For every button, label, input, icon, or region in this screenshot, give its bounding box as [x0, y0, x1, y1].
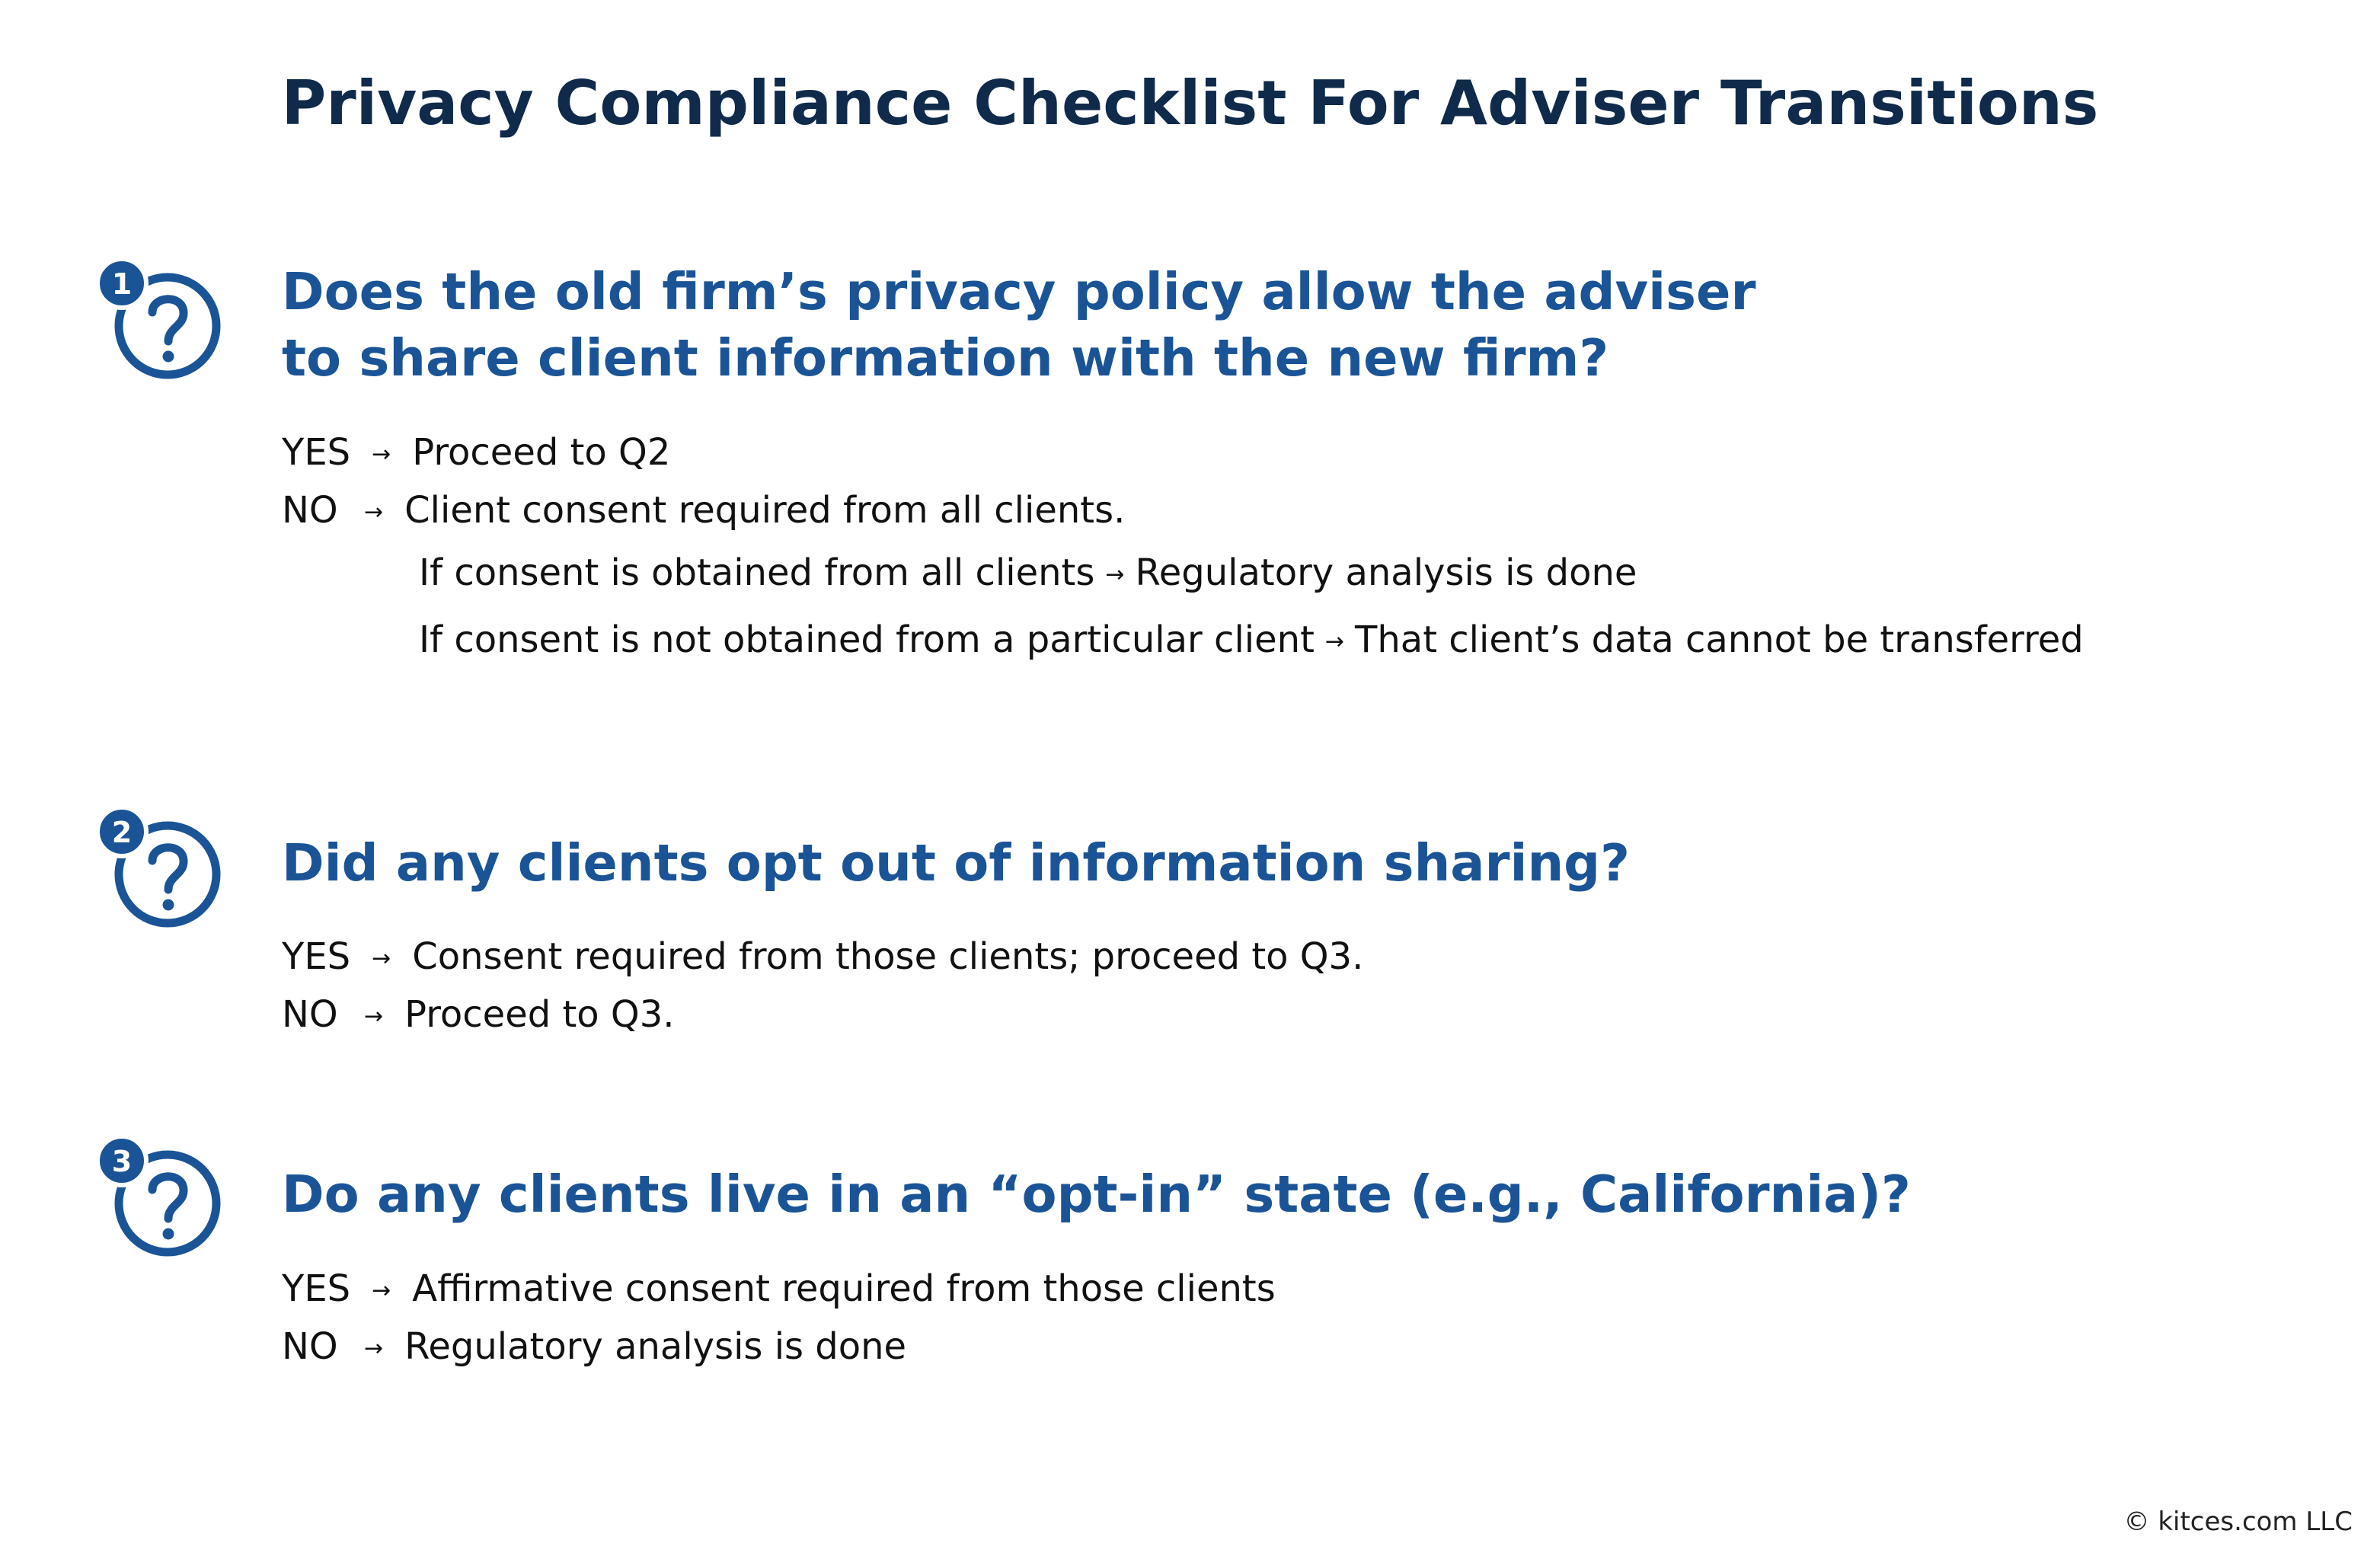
- arrow-right-icon: →: [364, 499, 384, 526]
- yes-label: YES: [282, 935, 351, 978]
- arrow-right-icon: →: [372, 441, 391, 468]
- no-label: NO: [282, 489, 338, 532]
- sub-condition-text: If consent is obtained from all clients: [419, 551, 1095, 594]
- arrow-right-icon: →: [364, 1003, 384, 1030]
- yes-answer: [282, 423, 2084, 481]
- answer-list: [282, 928, 1363, 1043]
- copyright-notice: © kitces.com LLC: [2123, 1507, 2353, 1537]
- sub-condition-result: Regulatory analysis is done: [1135, 551, 1637, 594]
- no-text: Regulatory analysis is done: [404, 1325, 907, 1368]
- arrow-right-icon: →: [372, 945, 391, 972]
- arrow-right-icon: →: [1324, 628, 1345, 655]
- question-number-badge: 3: [111, 1145, 133, 1178]
- answer-list: [282, 1260, 1276, 1376]
- yes-label: YES: [282, 431, 351, 474]
- question-heading-line: Do any clients live in an “opt-in” state (e.g., California)?: [282, 1165, 1911, 1224]
- question-number-badge: 2: [111, 816, 133, 849]
- answer-list: [282, 423, 2084, 673]
- no-text: Proceed to Q3.: [404, 993, 675, 1036]
- no-label: NO: [282, 1325, 338, 1368]
- arrow-right-icon: →: [1105, 561, 1125, 588]
- yes-text: Proceed to Q2: [412, 431, 671, 474]
- sub-condition-text: If consent is not obtained from a particular client: [419, 618, 1315, 661]
- yes-answer: [282, 1260, 1276, 1318]
- question-heading-line: Did any clients opt out of information sharing?: [282, 833, 1631, 893]
- sub-condition-result: That client’s data cannot be transferred: [1355, 618, 2084, 661]
- question-mark-circle-icon: [91, 1135, 236, 1280]
- yes-text: Affirmative consent required from those clients: [412, 1267, 1276, 1310]
- question-heading: [282, 1162, 1911, 1228]
- no-text: Client consent required from all clients.: [404, 489, 1126, 532]
- yes-text: Consent required from those clients; proceed to Q3.: [412, 935, 1364, 978]
- sub-condition: [282, 539, 2084, 606]
- page-title: Privacy Compliance Checklist For Adviser Transitions: [281, 68, 2099, 139]
- no-answer: [282, 986, 1363, 1043]
- question-heading: [282, 259, 1756, 391]
- no-answer: [282, 1318, 1276, 1376]
- sub-condition: [282, 606, 2084, 673]
- arrow-right-icon: →: [364, 1335, 384, 1362]
- question-mark-circle-icon: [91, 257, 236, 402]
- yes-label: YES: [282, 1267, 351, 1310]
- question-heading-line: Does the old firm’s privacy policy allow the adviser: [282, 262, 1756, 321]
- question-heading: [282, 830, 1630, 896]
- question-heading-line: to share client information with the new firm?: [282, 328, 1609, 388]
- no-label: NO: [282, 993, 338, 1036]
- arrow-right-icon: →: [372, 1277, 391, 1304]
- no-answer: [282, 481, 2084, 539]
- question-number-badge: 1: [111, 267, 133, 301]
- question-mark-circle-icon: [91, 806, 236, 951]
- yes-answer: [282, 928, 1363, 986]
